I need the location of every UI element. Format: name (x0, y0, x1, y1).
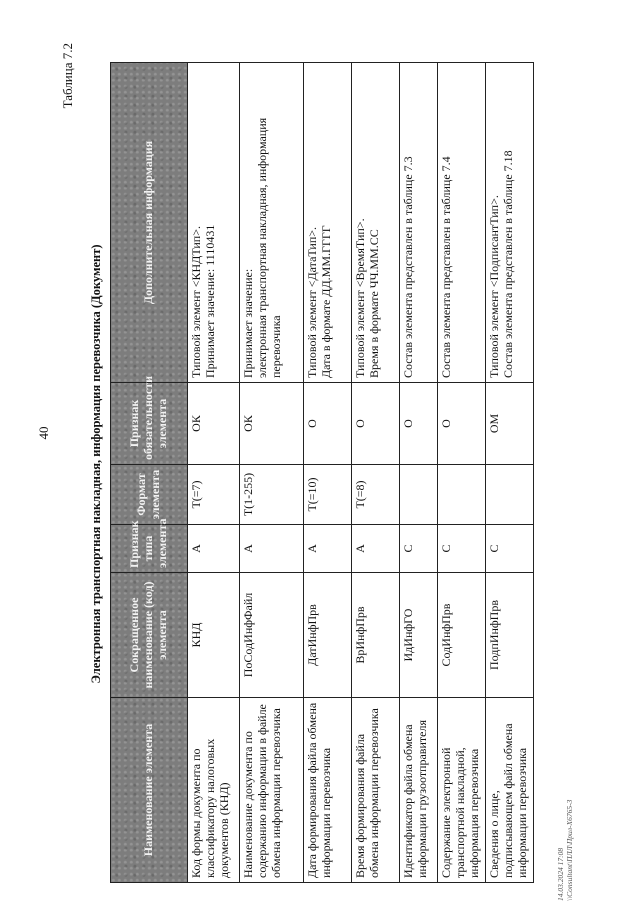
table-row (188, 63, 240, 883)
cell-type: А (188, 525, 240, 573)
cell-type: С (438, 525, 486, 573)
table-label: Таблица 7.2 (60, 43, 75, 109)
header-element-type: Признак типа элемента (111, 525, 188, 573)
cell-name: Время формирования файла обмена информации перевозчика (352, 698, 400, 883)
cell-type: А (304, 525, 352, 573)
elements-table (110, 62, 534, 883)
cell-name: Дата формирования файла обмена информации перевозчика (304, 698, 352, 883)
cell-info: Состав элемента представлен в таблице 7.3 (400, 63, 438, 383)
table-row (486, 63, 534, 883)
cell-required: О (400, 383, 438, 465)
cell-info: Типовой элемент <КНДТип>. Принимает значение: 1110431 (188, 63, 240, 383)
table-row (352, 63, 400, 883)
cell-code: СодИнфПрв (438, 573, 486, 698)
cell-info: Типовой элемент <ДатаТип>. Дата в формате ДД.ММ.ГГГГ (304, 63, 352, 383)
cell-code: ИдИнфГО (400, 573, 438, 698)
cell-format: Т(=7) (188, 465, 240, 525)
cell-name: Содержание электронной транспортной накладной, информация перевозчика (438, 698, 486, 883)
cell-required: ОМ (486, 383, 534, 465)
cell-required: О (304, 383, 352, 465)
table-row (240, 63, 304, 883)
cell-code: ВрИнфПрв (352, 573, 400, 698)
table-row (304, 63, 352, 883)
cell-type: С (400, 525, 438, 573)
table-row (400, 63, 438, 883)
cell-type: А (240, 525, 304, 573)
header-element-name: Наименование элемента (111, 698, 188, 883)
cell-required: ОК (240, 383, 304, 465)
table-title: Электронная транспортная накладная, информация перевозчика (Документ) (89, 244, 103, 684)
page-number: 40 (36, 426, 51, 440)
table-row (438, 63, 486, 883)
cell-type: А (352, 525, 400, 573)
cell-name: Сведения о лице, подписывающем файл обмена информации перевозчика (486, 698, 534, 883)
cell-code: ПоСодИнфФайл (240, 573, 304, 698)
header-element-required: Признак обязательности элемента (111, 383, 188, 465)
cell-required: ОК (188, 383, 240, 465)
cell-info: Состав элемента представлен в таблице 7.4 (438, 63, 486, 383)
print-stamp (556, 800, 574, 901)
cell-format: Т(=10) (304, 465, 352, 525)
cell-required: О (438, 383, 486, 465)
cell-name: Идентификатор файла обмена информации грузоотправителя (400, 698, 438, 883)
cell-code: ПодпИнфПрв (486, 573, 534, 698)
header-element-format: Формат элемента (111, 465, 188, 525)
cell-code: ДатИнфПрв (304, 573, 352, 698)
cell-name: Наименование документа по содержанию информации в файле обмена информации перевозчика (240, 698, 304, 883)
stamp-date: 14.03.2024 17:08 (556, 847, 565, 901)
cell-info: Типовой элемент <ВремяТип>. Время в формате ЧЧ.ММ.СС (352, 63, 400, 383)
table-header-row (111, 63, 188, 883)
cell-type: С (486, 525, 534, 573)
cell-format (400, 465, 438, 525)
cell-info: Принимает значение: электронная транспортная накладная, информация перевозчика (240, 63, 304, 383)
cell-format (486, 465, 534, 525)
cell-format (438, 465, 486, 525)
cell-format: Т(1-255) (240, 465, 304, 525)
cell-format: Т(=8) (352, 465, 400, 525)
cell-info: Типовой элемент <ПодписантТип>. Состав элемента представлен в таблице 7.18 (486, 63, 534, 383)
header-element-code: Сокращенное наименование (код) элемента (111, 573, 188, 698)
cell-required: О (352, 383, 400, 465)
stamp-path: \\Consultant\ПЛЛ\Прил-X6765-3 (565, 799, 574, 901)
header-additional-info: Дополнительная информация (111, 63, 188, 383)
cell-name: Код формы документа по классификатору налоговых документов (КНД) (188, 698, 240, 883)
cell-code: КНД (188, 573, 240, 698)
